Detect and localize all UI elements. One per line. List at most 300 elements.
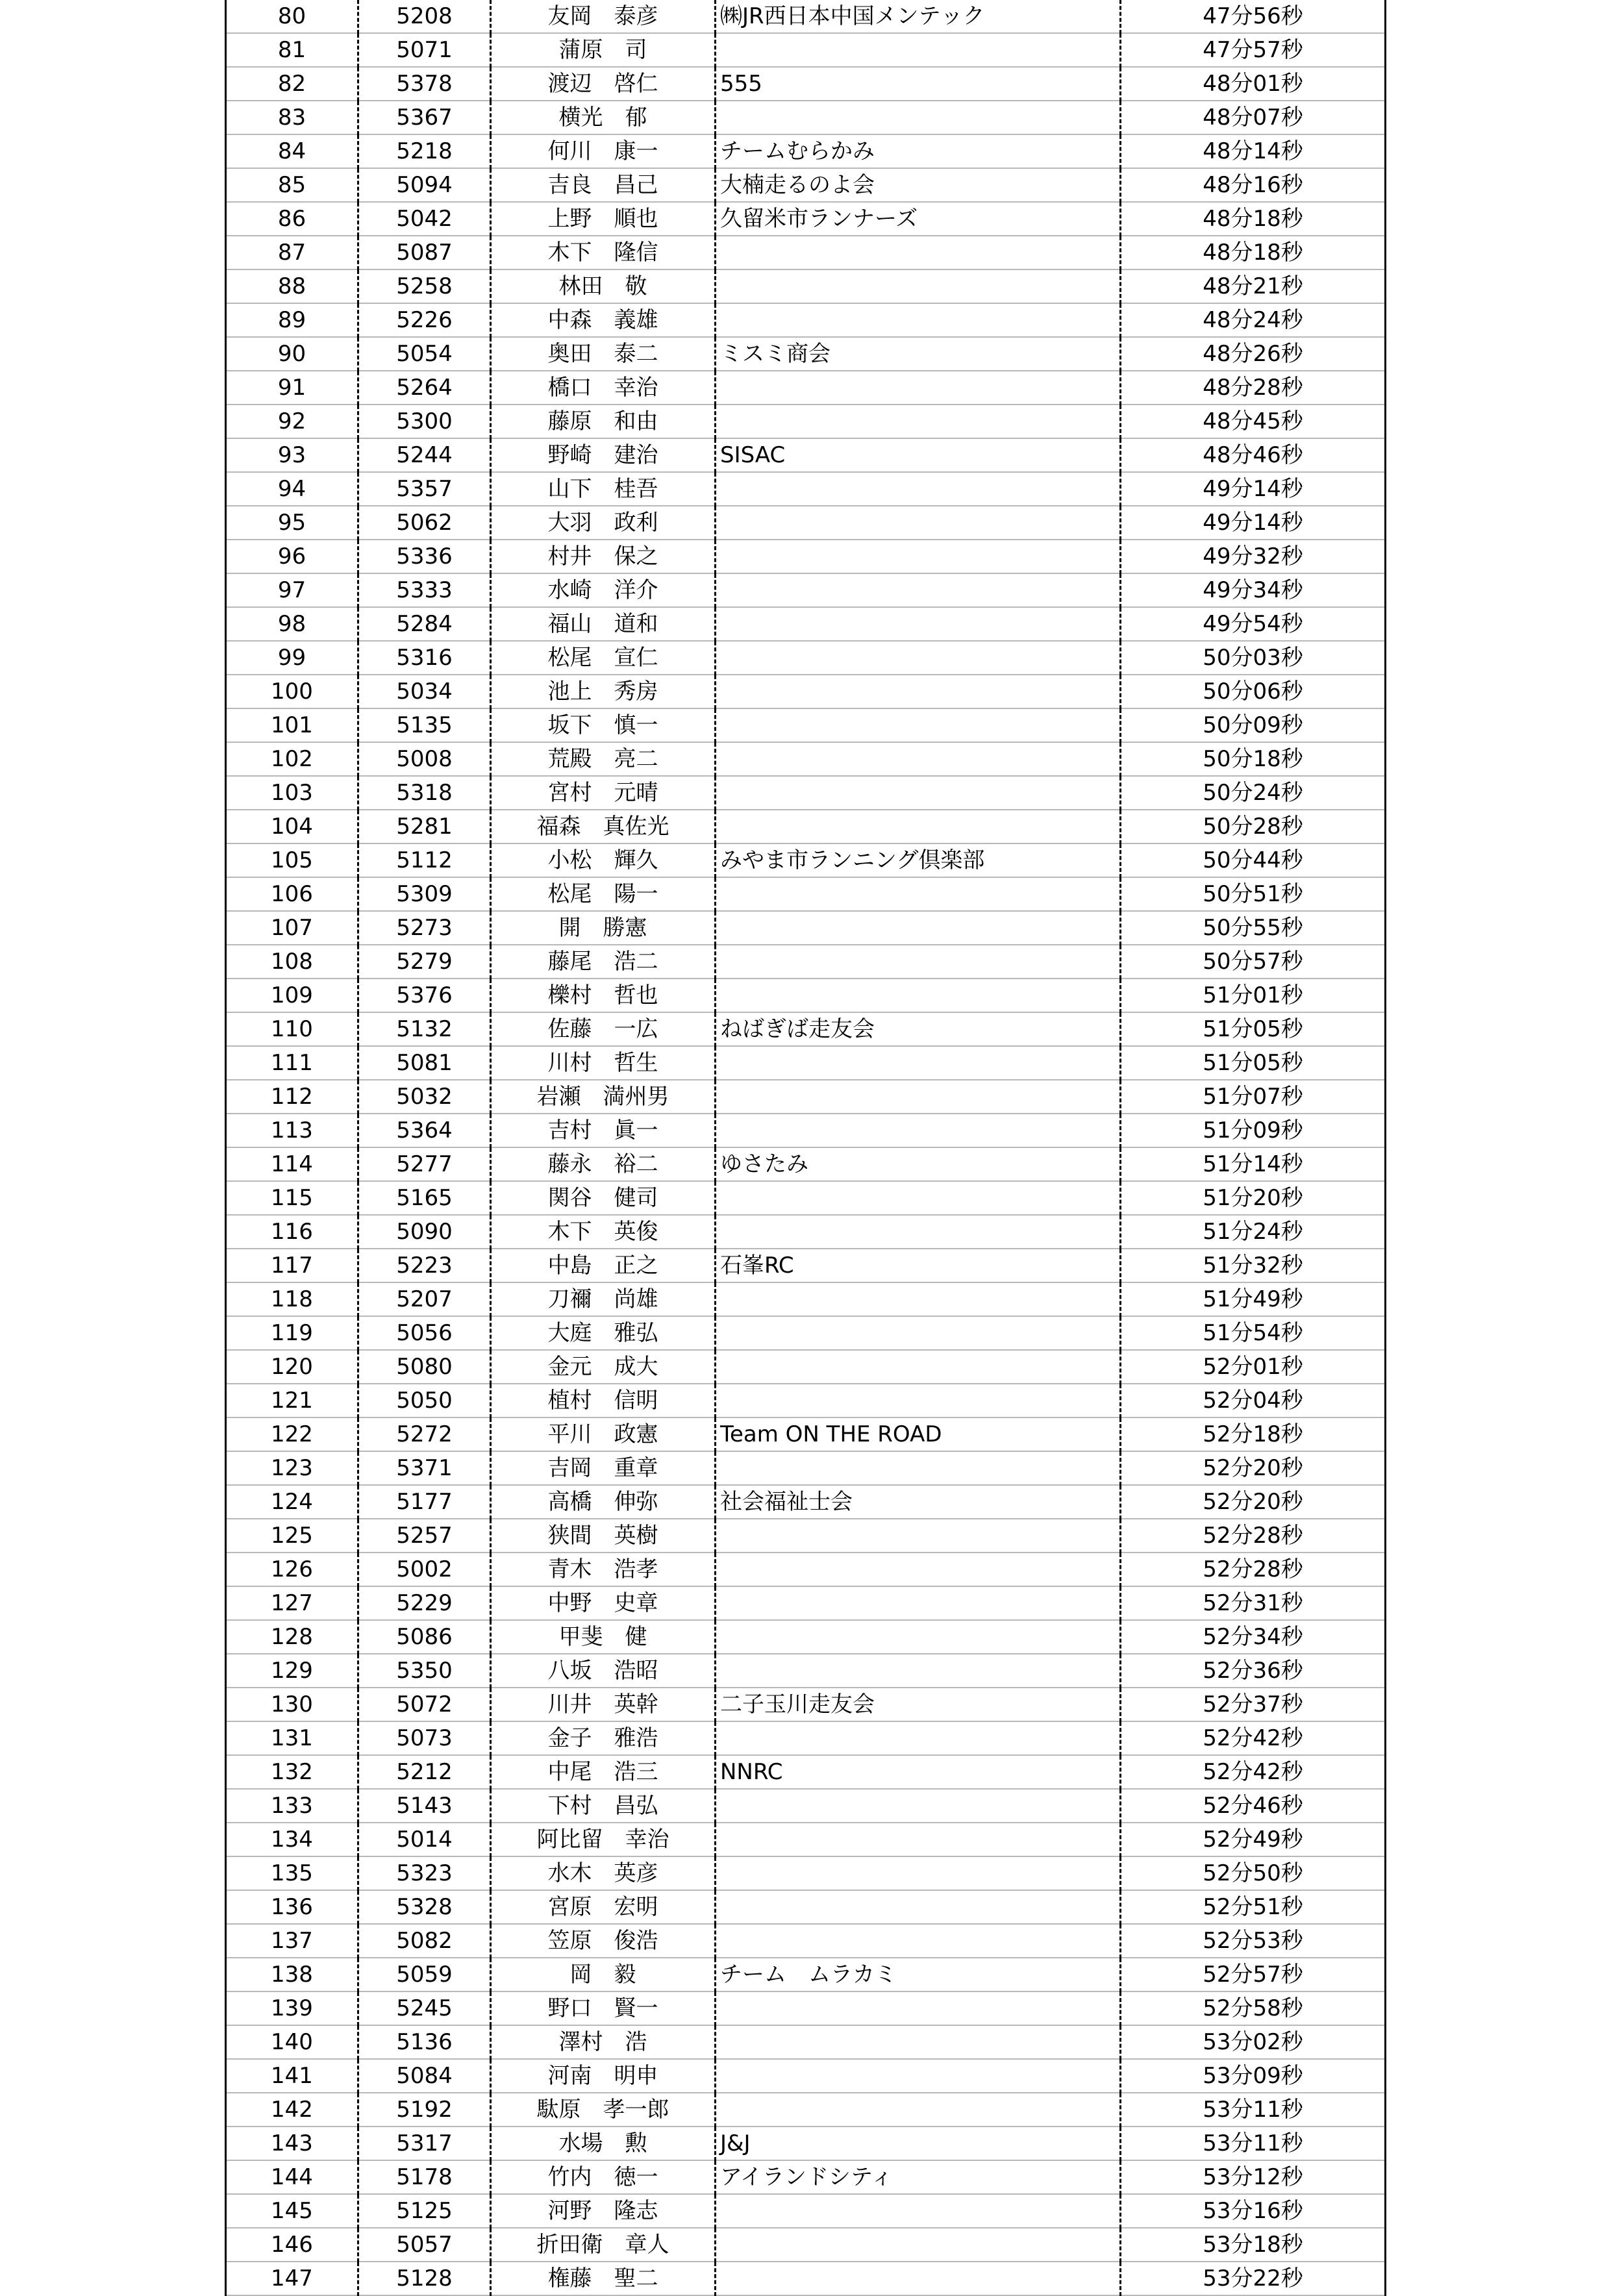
runner-name-cell: 水崎 洋介 bbox=[491, 573, 716, 607]
bib-number-cell: 5125 bbox=[358, 2194, 491, 2228]
rank-cell: 140 bbox=[226, 2025, 358, 2059]
runner-name-cell: 青木 浩孝 bbox=[491, 1553, 716, 1586]
finish-time-cell: 51分01秒 bbox=[1121, 979, 1386, 1012]
table-row bbox=[226, 506, 1386, 540]
finish-time-cell: 52分53秒 bbox=[1121, 1924, 1386, 1958]
runner-name-cell: 宮原 宏明 bbox=[491, 1890, 716, 1924]
table-row bbox=[226, 945, 1386, 979]
club-cell bbox=[716, 911, 1121, 945]
rank-cell: 93 bbox=[226, 438, 358, 472]
bib-number-cell: 5336 bbox=[358, 540, 491, 573]
runner-name-cell: 吉村 眞一 bbox=[491, 1114, 716, 1147]
bib-number-cell: 5364 bbox=[358, 1114, 491, 1147]
runner-name-cell: 開 勝憲 bbox=[491, 911, 716, 945]
club-cell bbox=[716, 708, 1121, 742]
runner-name-cell: 大庭 雅弘 bbox=[491, 1316, 716, 1350]
table-row bbox=[226, 843, 1386, 877]
runner-name-cell: 駄原 孝一郎 bbox=[491, 2093, 716, 2127]
club-cell bbox=[716, 573, 1121, 607]
bib-number-cell: 5317 bbox=[358, 2127, 491, 2160]
club-cell bbox=[716, 2093, 1121, 2127]
club-cell: J&J bbox=[716, 2127, 1121, 2160]
finish-time-cell: 52分50秒 bbox=[1121, 1856, 1386, 1890]
finish-time-cell: 51分14秒 bbox=[1121, 1147, 1386, 1181]
finish-time-cell: 48分14秒 bbox=[1121, 134, 1386, 168]
rank-cell: 133 bbox=[226, 1789, 358, 1823]
club-cell bbox=[716, 1181, 1121, 1215]
finish-time-cell: 53分09秒 bbox=[1121, 2059, 1386, 2093]
bib-number-cell: 5226 bbox=[358, 303, 491, 337]
runner-name-cell: 藤永 裕二 bbox=[491, 1147, 716, 1181]
rank-cell: 115 bbox=[226, 1181, 358, 1215]
rank-cell: 138 bbox=[226, 1958, 358, 1991]
runner-name-cell: 坂下 慎一 bbox=[491, 708, 716, 742]
table-row bbox=[226, 438, 1386, 472]
runner-name-cell: 何川 康一 bbox=[491, 134, 716, 168]
bib-number-cell: 5264 bbox=[358, 371, 491, 405]
finish-time-cell: 53分12秒 bbox=[1121, 2160, 1386, 2194]
club-cell: チームむらかみ bbox=[716, 134, 1121, 168]
club-cell bbox=[716, 2194, 1121, 2228]
bib-number-cell: 5245 bbox=[358, 1991, 491, 2025]
club-cell bbox=[716, 1789, 1121, 1823]
club-cell bbox=[716, 979, 1121, 1012]
bib-number-cell: 5350 bbox=[358, 1654, 491, 1688]
runner-name-cell: 吉良 昌己 bbox=[491, 168, 716, 202]
runner-name-cell: 河南 明申 bbox=[491, 2059, 716, 2093]
bib-number-cell: 5128 bbox=[358, 2262, 491, 2295]
runner-name-cell: 川村 哲生 bbox=[491, 1046, 716, 1080]
table-row bbox=[226, 1958, 1386, 1991]
rank-cell: 113 bbox=[226, 1114, 358, 1147]
table-row bbox=[226, 979, 1386, 1012]
club-cell bbox=[716, 1890, 1121, 1924]
rank-cell: 104 bbox=[226, 810, 358, 843]
club-cell bbox=[716, 1046, 1121, 1080]
club-cell bbox=[716, 1620, 1121, 1654]
rank-cell: 125 bbox=[226, 1519, 358, 1553]
table-row bbox=[226, 2093, 1386, 2127]
club-cell: NNRC bbox=[716, 1755, 1121, 1789]
runner-name-cell: 山下 桂吾 bbox=[491, 472, 716, 506]
bib-number-cell: 5207 bbox=[358, 1282, 491, 1316]
bib-number-cell: 5084 bbox=[358, 2059, 491, 2093]
rank-cell: 142 bbox=[226, 2093, 358, 2127]
runner-name-cell: 渡辺 啓仁 bbox=[491, 67, 716, 101]
bib-number-cell: 5279 bbox=[358, 945, 491, 979]
table-row bbox=[226, 472, 1386, 506]
finish-time-cell: 48分46秒 bbox=[1121, 438, 1386, 472]
rank-cell: 99 bbox=[226, 641, 358, 675]
table-row bbox=[226, 1789, 1386, 1823]
table-row bbox=[226, 1215, 1386, 1249]
finish-time-cell: 51分07秒 bbox=[1121, 1080, 1386, 1114]
rank-cell: 137 bbox=[226, 1924, 358, 1958]
bib-number-cell: 5316 bbox=[358, 641, 491, 675]
rank-cell: 83 bbox=[226, 101, 358, 134]
rank-cell: 88 bbox=[226, 269, 358, 303]
runner-name-cell: 阿比留 幸治 bbox=[491, 1823, 716, 1856]
table-row bbox=[226, 0, 1386, 33]
finish-time-cell: 51分54秒 bbox=[1121, 1316, 1386, 1350]
table-row bbox=[226, 1519, 1386, 1553]
table-row bbox=[226, 1147, 1386, 1181]
finish-time-cell: 51分09秒 bbox=[1121, 1114, 1386, 1147]
club-cell bbox=[716, 776, 1121, 810]
runner-name-cell: 平川 政憲 bbox=[491, 1417, 716, 1451]
table-row bbox=[226, 1114, 1386, 1147]
runner-name-cell: 関谷 健司 bbox=[491, 1181, 716, 1215]
club-cell bbox=[716, 675, 1121, 708]
runner-name-cell: 藤尾 浩二 bbox=[491, 945, 716, 979]
finish-time-cell: 51分24秒 bbox=[1121, 1215, 1386, 1249]
bib-number-cell: 5371 bbox=[358, 1451, 491, 1485]
finish-time-cell: 50分57秒 bbox=[1121, 945, 1386, 979]
runner-name-cell: 奥田 泰二 bbox=[491, 337, 716, 371]
rank-cell: 91 bbox=[226, 371, 358, 405]
rank-cell: 145 bbox=[226, 2194, 358, 2228]
rank-cell: 103 bbox=[226, 776, 358, 810]
rank-cell: 136 bbox=[226, 1890, 358, 1924]
finish-time-cell: 48分45秒 bbox=[1121, 405, 1386, 438]
finish-time-cell: 48分28秒 bbox=[1121, 371, 1386, 405]
finish-time-cell: 52分46秒 bbox=[1121, 1789, 1386, 1823]
rank-cell: 107 bbox=[226, 911, 358, 945]
club-cell: アイランドシティ bbox=[716, 2160, 1121, 2194]
club-cell: ミスミ商会 bbox=[716, 337, 1121, 371]
table-row bbox=[226, 1755, 1386, 1789]
table-row bbox=[226, 573, 1386, 607]
bib-number-cell: 5177 bbox=[358, 1485, 491, 1519]
runner-name-cell: 岩瀬 満州男 bbox=[491, 1080, 716, 1114]
finish-time-cell: 52分20秒 bbox=[1121, 1485, 1386, 1519]
bib-number-cell: 5367 bbox=[358, 101, 491, 134]
rank-cell: 143 bbox=[226, 2127, 358, 2160]
club-cell: チーム ムラカミ bbox=[716, 1958, 1121, 1991]
table-row bbox=[226, 1620, 1386, 1654]
runner-name-cell: 水木 英彦 bbox=[491, 1856, 716, 1890]
finish-time-cell: 52分42秒 bbox=[1121, 1721, 1386, 1755]
table-row bbox=[226, 2025, 1386, 2059]
runner-name-cell: 荒殿 亮二 bbox=[491, 742, 716, 776]
finish-time-cell: 52分31秒 bbox=[1121, 1586, 1386, 1620]
runner-name-cell: 笠原 俊浩 bbox=[491, 1924, 716, 1958]
rank-cell: 128 bbox=[226, 1620, 358, 1654]
bib-number-cell: 5087 bbox=[358, 236, 491, 269]
rank-cell: 90 bbox=[226, 337, 358, 371]
finish-time-cell: 50分55秒 bbox=[1121, 911, 1386, 945]
finish-time-cell: 51分20秒 bbox=[1121, 1181, 1386, 1215]
club-cell bbox=[716, 1654, 1121, 1688]
bib-number-cell: 5014 bbox=[358, 1823, 491, 1856]
finish-time-cell: 51分32秒 bbox=[1121, 1249, 1386, 1282]
table-row bbox=[226, 236, 1386, 269]
rank-cell: 80 bbox=[226, 0, 358, 33]
bib-number-cell: 5333 bbox=[358, 573, 491, 607]
club-cell bbox=[716, 1586, 1121, 1620]
table-row bbox=[226, 641, 1386, 675]
results-table bbox=[225, 0, 1386, 2296]
finish-time-cell: 53分18秒 bbox=[1121, 2228, 1386, 2262]
bib-number-cell: 5143 bbox=[358, 1789, 491, 1823]
bib-number-cell: 5082 bbox=[358, 1924, 491, 1958]
table-row bbox=[226, 1890, 1386, 1924]
finish-time-cell: 52分18秒 bbox=[1121, 1417, 1386, 1451]
results-table-body bbox=[226, 0, 1386, 2295]
bib-number-cell: 5284 bbox=[358, 607, 491, 641]
table-row bbox=[226, 1688, 1386, 1721]
runner-name-cell: 竹内 徳一 bbox=[491, 2160, 716, 2194]
club-cell bbox=[716, 810, 1121, 843]
club-cell bbox=[716, 405, 1121, 438]
bib-number-cell: 5112 bbox=[358, 843, 491, 877]
table-row bbox=[226, 371, 1386, 405]
table-row bbox=[226, 33, 1386, 67]
club-cell: 大楠走るのよ会 bbox=[716, 168, 1121, 202]
club-cell bbox=[716, 1350, 1121, 1384]
finish-time-cell: 49分34秒 bbox=[1121, 573, 1386, 607]
bib-number-cell: 5136 bbox=[358, 2025, 491, 2059]
club-cell: SISAC bbox=[716, 438, 1121, 472]
runner-name-cell: 狭間 英樹 bbox=[491, 1519, 716, 1553]
runner-name-cell: 蒲原 司 bbox=[491, 33, 716, 67]
bib-number-cell: 5165 bbox=[358, 1181, 491, 1215]
finish-time-cell: 49分54秒 bbox=[1121, 607, 1386, 641]
runner-name-cell: 折田衛 章人 bbox=[491, 2228, 716, 2262]
finish-time-cell: 49分14秒 bbox=[1121, 472, 1386, 506]
bib-number-cell: 5056 bbox=[358, 1316, 491, 1350]
bib-number-cell: 5062 bbox=[358, 506, 491, 540]
finish-time-cell: 48分07秒 bbox=[1121, 101, 1386, 134]
finish-time-cell: 47分57秒 bbox=[1121, 33, 1386, 67]
bib-number-cell: 5376 bbox=[358, 979, 491, 1012]
table-row bbox=[226, 2059, 1386, 2093]
rank-cell: 139 bbox=[226, 1991, 358, 2025]
runner-name-cell: 甲斐 健 bbox=[491, 1620, 716, 1654]
club-cell: ゆさたみ bbox=[716, 1147, 1121, 1181]
finish-time-cell: 52分01秒 bbox=[1121, 1350, 1386, 1384]
rank-cell: 92 bbox=[226, 405, 358, 438]
rank-cell: 111 bbox=[226, 1046, 358, 1080]
runner-name-cell: 藤原 和由 bbox=[491, 405, 716, 438]
runner-name-cell: 権藤 聖二 bbox=[491, 2262, 716, 2295]
rank-cell: 110 bbox=[226, 1012, 358, 1046]
table-row bbox=[226, 1350, 1386, 1384]
rank-cell: 87 bbox=[226, 236, 358, 269]
runner-name-cell: 刀禰 尚雄 bbox=[491, 1282, 716, 1316]
bib-number-cell: 5223 bbox=[358, 1249, 491, 1282]
club-cell: ねばぎば走友会 bbox=[716, 1012, 1121, 1046]
bib-number-cell: 5218 bbox=[358, 134, 491, 168]
rank-cell: 146 bbox=[226, 2228, 358, 2262]
club-cell bbox=[716, 2025, 1121, 2059]
bib-number-cell: 5357 bbox=[358, 472, 491, 506]
bib-number-cell: 5135 bbox=[358, 708, 491, 742]
finish-time-cell: 48分01秒 bbox=[1121, 67, 1386, 101]
rank-cell: 118 bbox=[226, 1282, 358, 1316]
club-cell bbox=[716, 1856, 1121, 1890]
finish-time-cell: 52分20秒 bbox=[1121, 1451, 1386, 1485]
rank-cell: 129 bbox=[226, 1654, 358, 1688]
rank-cell: 82 bbox=[226, 67, 358, 101]
rank-cell: 123 bbox=[226, 1451, 358, 1485]
bib-number-cell: 5081 bbox=[358, 1046, 491, 1080]
bib-number-cell: 5008 bbox=[358, 742, 491, 776]
table-row bbox=[226, 708, 1386, 742]
club-cell bbox=[716, 1519, 1121, 1553]
bib-number-cell: 5257 bbox=[358, 1519, 491, 1553]
table-row bbox=[226, 2160, 1386, 2194]
club-cell bbox=[716, 945, 1121, 979]
finish-time-cell: 52分57秒 bbox=[1121, 1958, 1386, 1991]
runner-name-cell: 下村 昌弘 bbox=[491, 1789, 716, 1823]
bib-number-cell: 5054 bbox=[358, 337, 491, 371]
runner-name-cell: 橋口 幸治 bbox=[491, 371, 716, 405]
club-cell bbox=[716, 1924, 1121, 1958]
bib-number-cell: 5002 bbox=[358, 1553, 491, 1586]
runner-name-cell: 川井 英幹 bbox=[491, 1688, 716, 1721]
runner-name-cell: 澤村 浩 bbox=[491, 2025, 716, 2059]
runner-name-cell: 村井 保之 bbox=[491, 540, 716, 573]
club-cell bbox=[716, 2228, 1121, 2262]
rank-cell: 112 bbox=[226, 1080, 358, 1114]
finish-time-cell: 48分26秒 bbox=[1121, 337, 1386, 371]
table-row bbox=[226, 540, 1386, 573]
table-row bbox=[226, 2127, 1386, 2160]
table-row bbox=[226, 1654, 1386, 1688]
finish-time-cell: 48分21秒 bbox=[1121, 269, 1386, 303]
table-row bbox=[226, 269, 1386, 303]
table-row bbox=[226, 303, 1386, 337]
finish-time-cell: 52分34秒 bbox=[1121, 1620, 1386, 1654]
club-cell bbox=[716, 2262, 1121, 2295]
runner-name-cell: 中島 正之 bbox=[491, 1249, 716, 1282]
runner-name-cell: 中野 史章 bbox=[491, 1586, 716, 1620]
club-cell bbox=[716, 303, 1121, 337]
table-row bbox=[226, 1924, 1386, 1958]
finish-time-cell: 50分51秒 bbox=[1121, 877, 1386, 911]
club-cell bbox=[716, 1215, 1121, 1249]
club-cell bbox=[716, 371, 1121, 405]
bib-number-cell: 5273 bbox=[358, 911, 491, 945]
table-row bbox=[226, 675, 1386, 708]
table-row bbox=[226, 742, 1386, 776]
club-cell: ㈱JR西日本中国メンテック bbox=[716, 0, 1121, 33]
club-cell bbox=[716, 1316, 1121, 1350]
finish-time-cell: 52分36秒 bbox=[1121, 1654, 1386, 1688]
table-row bbox=[226, 405, 1386, 438]
table-row bbox=[226, 134, 1386, 168]
club-cell bbox=[716, 1282, 1121, 1316]
runner-name-cell: 友岡 泰彦 bbox=[491, 0, 716, 33]
finish-time-cell: 50分18秒 bbox=[1121, 742, 1386, 776]
table-row bbox=[226, 1080, 1386, 1114]
runner-name-cell: 小松 輝久 bbox=[491, 843, 716, 877]
bib-number-cell: 5059 bbox=[358, 1958, 491, 1991]
rank-cell: 120 bbox=[226, 1350, 358, 1384]
table-row bbox=[226, 202, 1386, 236]
bib-number-cell: 5090 bbox=[358, 1215, 491, 1249]
rank-cell: 95 bbox=[226, 506, 358, 540]
finish-time-cell: 52分37秒 bbox=[1121, 1688, 1386, 1721]
rank-cell: 117 bbox=[226, 1249, 358, 1282]
club-cell bbox=[716, 472, 1121, 506]
table-row bbox=[226, 2194, 1386, 2228]
rank-cell: 126 bbox=[226, 1553, 358, 1586]
rank-cell: 121 bbox=[226, 1384, 358, 1417]
finish-time-cell: 50分03秒 bbox=[1121, 641, 1386, 675]
table-row bbox=[226, 1282, 1386, 1316]
table-row bbox=[226, 776, 1386, 810]
finish-time-cell: 47分56秒 bbox=[1121, 0, 1386, 33]
table-row bbox=[226, 1451, 1386, 1485]
runner-name-cell: 櫟村 哲也 bbox=[491, 979, 716, 1012]
bib-number-cell: 5050 bbox=[358, 1384, 491, 1417]
club-cell bbox=[716, 1991, 1121, 2025]
table-row bbox=[226, 1991, 1386, 2025]
table-row bbox=[226, 1012, 1386, 1046]
bib-number-cell: 5208 bbox=[358, 0, 491, 33]
finish-time-cell: 50分09秒 bbox=[1121, 708, 1386, 742]
bib-number-cell: 5378 bbox=[358, 67, 491, 101]
runner-name-cell: 木下 隆信 bbox=[491, 236, 716, 269]
table-row bbox=[226, 2228, 1386, 2262]
finish-time-cell: 49分14秒 bbox=[1121, 506, 1386, 540]
bib-number-cell: 5080 bbox=[358, 1350, 491, 1384]
rank-cell: 135 bbox=[226, 1856, 358, 1890]
runner-name-cell: 池上 秀房 bbox=[491, 675, 716, 708]
finish-time-cell: 52分28秒 bbox=[1121, 1553, 1386, 1586]
runner-name-cell: 木下 英俊 bbox=[491, 1215, 716, 1249]
runner-name-cell: 岡 毅 bbox=[491, 1958, 716, 1991]
finish-time-cell: 48分24秒 bbox=[1121, 303, 1386, 337]
finish-time-cell: 53分02秒 bbox=[1121, 2025, 1386, 2059]
club-cell bbox=[716, 1553, 1121, 1586]
rank-cell: 105 bbox=[226, 843, 358, 877]
table-row bbox=[226, 1046, 1386, 1080]
finish-time-cell: 50分24秒 bbox=[1121, 776, 1386, 810]
club-cell: Team ON THE ROAD bbox=[716, 1417, 1121, 1451]
table-row bbox=[226, 810, 1386, 843]
runner-name-cell: 野口 賢一 bbox=[491, 1991, 716, 2025]
rank-cell: 96 bbox=[226, 540, 358, 573]
rank-cell: 102 bbox=[226, 742, 358, 776]
table-row bbox=[226, 607, 1386, 641]
table-row bbox=[226, 1586, 1386, 1620]
bib-number-cell: 5300 bbox=[358, 405, 491, 438]
finish-time-cell: 51分49秒 bbox=[1121, 1282, 1386, 1316]
club-cell bbox=[716, 1721, 1121, 1755]
runner-name-cell: 高橋 伸弥 bbox=[491, 1485, 716, 1519]
runner-name-cell: 河野 隆志 bbox=[491, 2194, 716, 2228]
rank-cell: 119 bbox=[226, 1316, 358, 1350]
finish-time-cell: 53分11秒 bbox=[1121, 2093, 1386, 2127]
rank-cell: 94 bbox=[226, 472, 358, 506]
rank-cell: 134 bbox=[226, 1823, 358, 1856]
table-row bbox=[226, 1384, 1386, 1417]
rank-cell: 132 bbox=[226, 1755, 358, 1789]
bib-number-cell: 5073 bbox=[358, 1721, 491, 1755]
bib-number-cell: 5212 bbox=[358, 1755, 491, 1789]
runner-name-cell: 野崎 建治 bbox=[491, 438, 716, 472]
rank-cell: 84 bbox=[226, 134, 358, 168]
finish-time-cell: 52分49秒 bbox=[1121, 1823, 1386, 1856]
club-cell: みやま市ランニング倶楽部 bbox=[716, 843, 1121, 877]
table-row bbox=[226, 1417, 1386, 1451]
club-cell bbox=[716, 742, 1121, 776]
rank-cell: 144 bbox=[226, 2160, 358, 2194]
table-row bbox=[226, 2262, 1386, 2295]
